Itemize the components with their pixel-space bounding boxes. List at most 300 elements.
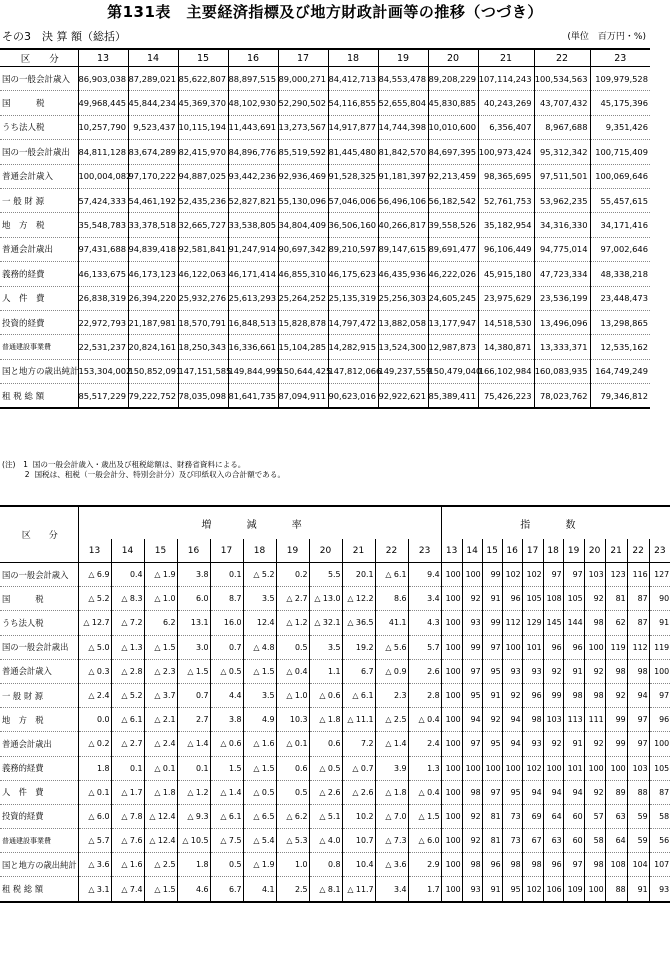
header-year: 13 xyxy=(78,49,128,67)
rate-cell: △ 7.4 xyxy=(111,877,144,902)
rate-cell: 3.4 xyxy=(408,587,441,611)
rate-cell: 1.0 xyxy=(276,853,309,877)
index-cell: 100 xyxy=(441,683,462,707)
rate-cell: △ 5.6 xyxy=(375,635,408,659)
table-cell: 98,365,695 xyxy=(478,164,534,188)
index-cell: 97 xyxy=(627,732,649,756)
table-cell: 94,775,014 xyxy=(534,237,590,261)
table-cell: 81,842,570 xyxy=(378,140,428,164)
index-cell: 81 xyxy=(605,587,627,611)
rate-cell: △ 2.6 xyxy=(309,780,342,804)
table-cell: 85,519,592 xyxy=(278,140,328,164)
table-cell: 10,257,790 xyxy=(78,115,128,139)
index-cell: 127 xyxy=(649,563,670,587)
index-cell: 93 xyxy=(522,659,543,683)
index-cell: 92 xyxy=(543,732,563,756)
index-cell: 92 xyxy=(584,780,605,804)
table-cell: 14,282,915 xyxy=(328,335,378,359)
index-cell: 100 xyxy=(543,756,563,780)
table-cell: 88,897,515 xyxy=(228,67,278,91)
table-cell: 32,665,727 xyxy=(178,213,228,237)
index-cell: 100 xyxy=(584,756,605,780)
table-cell: 15,828,878 xyxy=(278,310,328,334)
rate-cell: 0.0 xyxy=(78,708,111,732)
row-label: 国の一般会計歳出 xyxy=(0,140,78,164)
index-cell: 94 xyxy=(543,780,563,804)
index-cell: 102 xyxy=(502,563,522,587)
index-cell: 73 xyxy=(502,829,522,853)
rate-cell: △ 8.1 xyxy=(309,877,342,902)
index-cell: 87 xyxy=(627,587,649,611)
rate-cell: △ 2.5 xyxy=(375,708,408,732)
row-label: 租 税 総 額 xyxy=(0,384,78,409)
rate-cell: 6.7 xyxy=(210,877,243,902)
table-cell: 52,827,821 xyxy=(228,188,278,212)
header-year: 20 xyxy=(584,539,605,563)
rate-cell: 1.1 xyxy=(309,659,342,683)
notes xyxy=(2,460,285,480)
header-category: 区 分 xyxy=(0,49,78,67)
table-cell: 164,749,249 xyxy=(590,359,650,383)
index-cell: 108 xyxy=(543,587,563,611)
table-cell: 34,171,416 xyxy=(590,213,650,237)
rate-cell: △ 2.1 xyxy=(144,708,177,732)
table-cell: 43,707,432 xyxy=(534,91,590,115)
rate-cell: 41.1 xyxy=(375,611,408,635)
rate-cell: 4.4 xyxy=(210,683,243,707)
rate-cell: △ 12.4 xyxy=(144,804,177,828)
table-row xyxy=(0,335,650,359)
table-cell: 160,083,935 xyxy=(534,359,590,383)
rate-cell: △ 0.4 xyxy=(408,780,441,804)
index-cell: 57 xyxy=(584,804,605,828)
table-cell: 81,641,735 xyxy=(228,384,278,409)
rate-cell: △ 1.9 xyxy=(243,853,276,877)
index-cell: 100 xyxy=(441,853,462,877)
rate-cell: 2.8 xyxy=(408,683,441,707)
header-year: 21 xyxy=(478,49,534,67)
table-cell: 36,506,160 xyxy=(328,213,378,237)
table-cell: 25,264,252 xyxy=(278,286,328,310)
rate-cell: △ 3.7 xyxy=(144,683,177,707)
rate-cell: △ 11.1 xyxy=(342,708,375,732)
index-cell: 96 xyxy=(649,708,670,732)
index-cell: 100 xyxy=(441,804,462,828)
table-cell: 84,896,776 xyxy=(228,140,278,164)
index-cell: 91 xyxy=(482,877,502,902)
index-cell: 88 xyxy=(627,780,649,804)
rate-cell: 3.5 xyxy=(243,587,276,611)
note-2 xyxy=(2,470,285,480)
index-cell: 63 xyxy=(605,804,627,828)
row-label: 投資的経費 xyxy=(0,310,78,334)
table-cell: 48,102,930 xyxy=(228,91,278,115)
table-cell: 13,298,865 xyxy=(590,310,650,334)
index-cell: 98 xyxy=(522,708,543,732)
table-cell: 87,289,021 xyxy=(128,67,178,91)
rate-cell: △ 5.4 xyxy=(243,829,276,853)
header-year: 14 xyxy=(128,49,178,67)
rate-cell: △ 3.6 xyxy=(78,853,111,877)
rate-cell: △ 0.4 xyxy=(276,659,309,683)
index-cell: 99 xyxy=(543,683,563,707)
table-row xyxy=(0,213,650,237)
index-cell: 144 xyxy=(563,611,584,635)
rate-cell: 0.6 xyxy=(276,756,309,780)
row-label: 普通建設事業費 xyxy=(0,829,78,853)
rate-cell: 0.7 xyxy=(210,635,243,659)
rate-cell: 1.8 xyxy=(177,853,210,877)
table-cell: 91,181,397 xyxy=(378,164,428,188)
index-cell: 102 xyxy=(522,877,543,902)
rate-cell: 0.5 xyxy=(276,780,309,804)
rate-cell: 0.4 xyxy=(111,563,144,587)
table-cell: 47,723,334 xyxy=(534,262,590,286)
row-label: 普通会計歳出 xyxy=(0,732,78,756)
row-label: うち法人税 xyxy=(0,115,78,139)
header-year: 18 xyxy=(543,539,563,563)
rate-cell: △ 12.4 xyxy=(144,829,177,853)
header-year: 16 xyxy=(177,539,210,563)
rate-cell: 3.5 xyxy=(243,683,276,707)
table-cell: 75,426,223 xyxy=(478,384,534,409)
rate-cell: △ 2.7 xyxy=(111,732,144,756)
table-row xyxy=(0,310,650,334)
table-cell: 84,697,395 xyxy=(428,140,478,164)
index-cell: 60 xyxy=(563,829,584,853)
rate-cell: △ 5.2 xyxy=(243,563,276,587)
rate-cell: △ 0.5 xyxy=(210,659,243,683)
table-cell: 12,535,162 xyxy=(590,335,650,359)
rate-cell: 2.4 xyxy=(408,732,441,756)
rate-cell: △ 12.2 xyxy=(342,587,375,611)
index-cell: 100 xyxy=(462,563,482,587)
index-cell: 109 xyxy=(563,877,584,902)
header-year: 15 xyxy=(144,539,177,563)
rate-cell: △ 7.0 xyxy=(375,804,408,828)
header-year: 13 xyxy=(441,539,462,563)
table-cell: 14,917,877 xyxy=(328,115,378,139)
table-cell: 35,182,954 xyxy=(478,213,534,237)
index-cell: 87 xyxy=(627,611,649,635)
index-cell: 90 xyxy=(649,587,670,611)
index-cell: 100 xyxy=(441,708,462,732)
table-cell: 92,936,469 xyxy=(278,164,328,188)
header-year: 23 xyxy=(408,539,441,563)
header-year: 22 xyxy=(375,539,408,563)
header-year: 17 xyxy=(278,49,328,67)
table-cell: 97,002,646 xyxy=(590,237,650,261)
index-cell: 103 xyxy=(584,563,605,587)
rate-cell: △ 1.6 xyxy=(243,732,276,756)
rate-cell: △ 1.4 xyxy=(177,732,210,756)
table-cell: 84,412,713 xyxy=(328,67,378,91)
rate-cell: △ 6.1 xyxy=(342,683,375,707)
table-cell: 15,104,285 xyxy=(278,335,328,359)
table-cell: 13,177,947 xyxy=(428,310,478,334)
table-cell: 94,887,025 xyxy=(178,164,228,188)
index-cell: 94 xyxy=(563,780,584,804)
rate-cell: 0.1 xyxy=(177,756,210,780)
index-cell: 100 xyxy=(441,829,462,853)
index-cell: 94 xyxy=(627,683,649,707)
table-cell: 49,968,445 xyxy=(78,91,128,115)
rate-cell: 6.7 xyxy=(342,659,375,683)
rate-cell: △ 0.4 xyxy=(408,708,441,732)
table-cell: 8,967,688 xyxy=(534,115,590,139)
table-cell: 12,987,873 xyxy=(428,335,478,359)
row-label: 義務的経費 xyxy=(0,262,78,286)
table-cell: 82,415,970 xyxy=(178,140,228,164)
index-cell: 97 xyxy=(627,708,649,732)
header-year: 13 xyxy=(78,539,111,563)
index-cell: 92 xyxy=(502,683,522,707)
table-cell: 23,975,629 xyxy=(478,286,534,310)
index-cell: 56 xyxy=(649,829,670,853)
table-row xyxy=(0,708,670,732)
index-cell: 98 xyxy=(584,853,605,877)
rate-cell: 3.8 xyxy=(210,708,243,732)
table-cell: 149,844,995 xyxy=(228,359,278,383)
rate-cell: △ 0.7 xyxy=(342,756,375,780)
index-cell: 100 xyxy=(462,756,482,780)
index-cell: 107 xyxy=(649,853,670,877)
row-label: 人 件 費 xyxy=(0,286,78,310)
rate-cell: 2.3 xyxy=(375,683,408,707)
index-cell: 92 xyxy=(605,683,627,707)
table-cell: 9,523,437 xyxy=(128,115,178,139)
rate-cell: △ 10.5 xyxy=(177,829,210,853)
index-cell: 89 xyxy=(605,780,627,804)
row-label: 租 税 総 額 xyxy=(0,877,78,902)
row-label: 一 般 財 源 xyxy=(0,188,78,212)
table-cell: 14,380,871 xyxy=(478,335,534,359)
note-text: 国税は、租税（一般会計分、特別会計分）及び印紙収入の合計額である。 xyxy=(34,470,286,479)
index-cell: 96 xyxy=(502,587,522,611)
index-cell: 103 xyxy=(543,708,563,732)
rate-cell: △ 0.1 xyxy=(276,732,309,756)
rate-cell: △ 7.2 xyxy=(111,611,144,635)
rate-cell: △ 1.2 xyxy=(276,611,309,635)
rate-cell: △ 1.4 xyxy=(210,780,243,804)
rate-cell: 1.7 xyxy=(408,877,441,902)
rate-cell: △ 36.5 xyxy=(342,611,375,635)
index-cell: 99 xyxy=(605,708,627,732)
table-cell: 97,511,501 xyxy=(534,164,590,188)
table-cell: 97,170,222 xyxy=(128,164,178,188)
index-cell: 93 xyxy=(502,659,522,683)
index-cell: 95 xyxy=(502,780,522,804)
rate-cell: 5.5 xyxy=(309,563,342,587)
header-year: 20 xyxy=(309,539,342,563)
table-cell: 46,175,623 xyxy=(328,262,378,286)
rate-cell: △ 5.7 xyxy=(78,829,111,853)
rate-cell: 3.9 xyxy=(375,756,408,780)
rate-cell: △ 3.6 xyxy=(375,853,408,877)
table-cell: 33,378,518 xyxy=(128,213,178,237)
table-cell: 109,979,528 xyxy=(590,67,650,91)
rate-cell: △ 5.0 xyxy=(78,635,111,659)
table-cell: 166,102,984 xyxy=(478,359,534,383)
index-cell: 98 xyxy=(462,780,482,804)
unit-label: (単位 百万円・%) xyxy=(567,32,646,42)
index-cell: 112 xyxy=(502,611,522,635)
index-cell: 98 xyxy=(627,659,649,683)
index-cell: 100 xyxy=(441,732,462,756)
table-cell: 94,839,418 xyxy=(128,237,178,261)
table-cell: 149,237,559 xyxy=(378,359,428,383)
table-cell: 39,558,526 xyxy=(428,213,478,237)
rate-cell: △ 8.3 xyxy=(111,587,144,611)
page-title: 第131表 主要経済指標及び地方財政計画等の推移（つづき） xyxy=(107,3,543,21)
rate-cell: △ 1.4 xyxy=(375,732,408,756)
table-cell: 79,222,752 xyxy=(128,384,178,409)
index-cell: 81 xyxy=(482,829,502,853)
row-label: 国の一般会計歳出 xyxy=(0,635,78,659)
note-text: 国の一般会計歳入・歳出及び租税総額は、財務省資料による。 xyxy=(32,460,246,469)
index-cell: 92 xyxy=(584,659,605,683)
header-year: 15 xyxy=(482,539,502,563)
rate-cell: △ 7.8 xyxy=(111,804,144,828)
table-row xyxy=(0,262,650,286)
header-index: 指 数 xyxy=(441,506,670,539)
index-cell: 100 xyxy=(502,635,522,659)
table-cell: 46,435,936 xyxy=(378,262,428,286)
rate-cell: 4.3 xyxy=(408,611,441,635)
rate-cell: △ 1.8 xyxy=(144,780,177,804)
table-cell: 34,316,330 xyxy=(534,213,590,237)
index-cell: 99 xyxy=(482,611,502,635)
index-cell: 116 xyxy=(627,563,649,587)
rate-cell: 5.7 xyxy=(408,635,441,659)
table-cell: 21,187,981 xyxy=(128,310,178,334)
table-row xyxy=(0,756,670,780)
index-cell: 100 xyxy=(441,611,462,635)
index-cell: 58 xyxy=(649,804,670,828)
rate-cell: △ 1.5 xyxy=(144,877,177,902)
rate-cell: 6.0 xyxy=(177,587,210,611)
rate-cell: 0.5 xyxy=(276,635,309,659)
row-label: 普通会計歳出 xyxy=(0,237,78,261)
index-cell: 59 xyxy=(627,829,649,853)
rate-cell: 3.4 xyxy=(375,877,408,902)
rate-cell: △ 4.0 xyxy=(309,829,342,853)
index-cell: 92 xyxy=(482,708,502,732)
rate-cell: △ 1.6 xyxy=(111,853,144,877)
header-year: 22 xyxy=(627,539,649,563)
rate-cell: 3.8 xyxy=(177,563,210,587)
index-cell: 98 xyxy=(502,853,522,877)
table-cell: 46,173,123 xyxy=(128,262,178,286)
table-row xyxy=(0,67,650,91)
rate-cell: △ 0.2 xyxy=(78,732,111,756)
table-cell: 22,531,237 xyxy=(78,335,128,359)
index-cell: 91 xyxy=(627,877,649,902)
note-mark: 2 xyxy=(2,470,30,479)
index-cell: 97 xyxy=(462,659,482,683)
index-cell: 91 xyxy=(563,659,584,683)
table-cell: 13,496,096 xyxy=(534,310,590,334)
table-row xyxy=(0,164,650,188)
index-cell: 91 xyxy=(649,611,670,635)
rate-cell: 7.2 xyxy=(342,732,375,756)
header-year: 21 xyxy=(342,539,375,563)
header-year: 20 xyxy=(428,49,478,67)
table-cell: 9,351,426 xyxy=(590,115,650,139)
table-row xyxy=(0,853,670,877)
rate-cell: 10.3 xyxy=(276,708,309,732)
table-cell: 18,250,343 xyxy=(178,335,228,359)
table-cell: 22,972,793 xyxy=(78,310,128,334)
rate-cell: △ 7.5 xyxy=(210,829,243,853)
table-cell: 52,435,236 xyxy=(178,188,228,212)
index-cell: 94 xyxy=(502,732,522,756)
rate-cell: △ 7.6 xyxy=(111,829,144,853)
index-cell: 69 xyxy=(522,804,543,828)
row-label: 普通建設事業費 xyxy=(0,335,78,359)
header-year: 23 xyxy=(649,539,670,563)
index-cell: 102 xyxy=(522,563,543,587)
rate-cell: 6.2 xyxy=(144,611,177,635)
table-row xyxy=(0,140,650,164)
table-cell: 100,004,082 xyxy=(78,164,128,188)
table-row xyxy=(0,611,670,635)
table-cell: 147,151,585 xyxy=(178,359,228,383)
index-cell: 91 xyxy=(482,683,502,707)
rate-cell: △ 2.4 xyxy=(78,683,111,707)
table-cell: 92,922,621 xyxy=(378,384,428,409)
rate-cell: 0.1 xyxy=(210,563,243,587)
rate-cell: △ 11.7 xyxy=(342,877,375,902)
rate-cell: 2.7 xyxy=(177,708,210,732)
header-year: 14 xyxy=(462,539,482,563)
header-year: 23 xyxy=(590,49,650,67)
table-cell: 23,536,199 xyxy=(534,286,590,310)
table-cell: 46,122,063 xyxy=(178,262,228,286)
table-cell: 96,106,449 xyxy=(478,237,534,261)
table-cell: 56,496,106 xyxy=(378,188,428,212)
index-cell: 97 xyxy=(563,563,584,587)
row-label: 地 方 税 xyxy=(0,708,78,732)
table-cell: 91,247,914 xyxy=(228,237,278,261)
index-cell: 95 xyxy=(482,659,502,683)
index-cell: 100 xyxy=(605,756,627,780)
table-cell: 26,394,220 xyxy=(128,286,178,310)
table-cell: 100,973,424 xyxy=(478,140,534,164)
table-cell: 153,304,002 xyxy=(78,359,128,383)
index-cell: 100 xyxy=(584,877,605,902)
rate-cell: 10.7 xyxy=(342,829,375,853)
index-cell: 123 xyxy=(605,563,627,587)
rate-cell: △ 0.6 xyxy=(210,732,243,756)
table-cell: 46,222,026 xyxy=(428,262,478,286)
rate-cell: 13.1 xyxy=(177,611,210,635)
table-cell: 23,448,473 xyxy=(590,286,650,310)
table-cell: 93,442,236 xyxy=(228,164,278,188)
rate-cell: △ 12.7 xyxy=(78,611,111,635)
rate-cell: △ 6.1 xyxy=(210,804,243,828)
rate-cell: △ 1.8 xyxy=(309,708,342,732)
index-cell: 97 xyxy=(649,683,670,707)
table-cell: 54,116,855 xyxy=(328,91,378,115)
index-cell: 97 xyxy=(543,563,563,587)
table-cell: 14,744,398 xyxy=(378,115,428,139)
rate-cell: △ 4.8 xyxy=(243,635,276,659)
rate-cell: △ 6.0 xyxy=(408,829,441,853)
header-year: 22 xyxy=(534,49,590,67)
rate-cell: △ 2.8 xyxy=(111,659,144,683)
table-cell: 13,524,300 xyxy=(378,335,428,359)
